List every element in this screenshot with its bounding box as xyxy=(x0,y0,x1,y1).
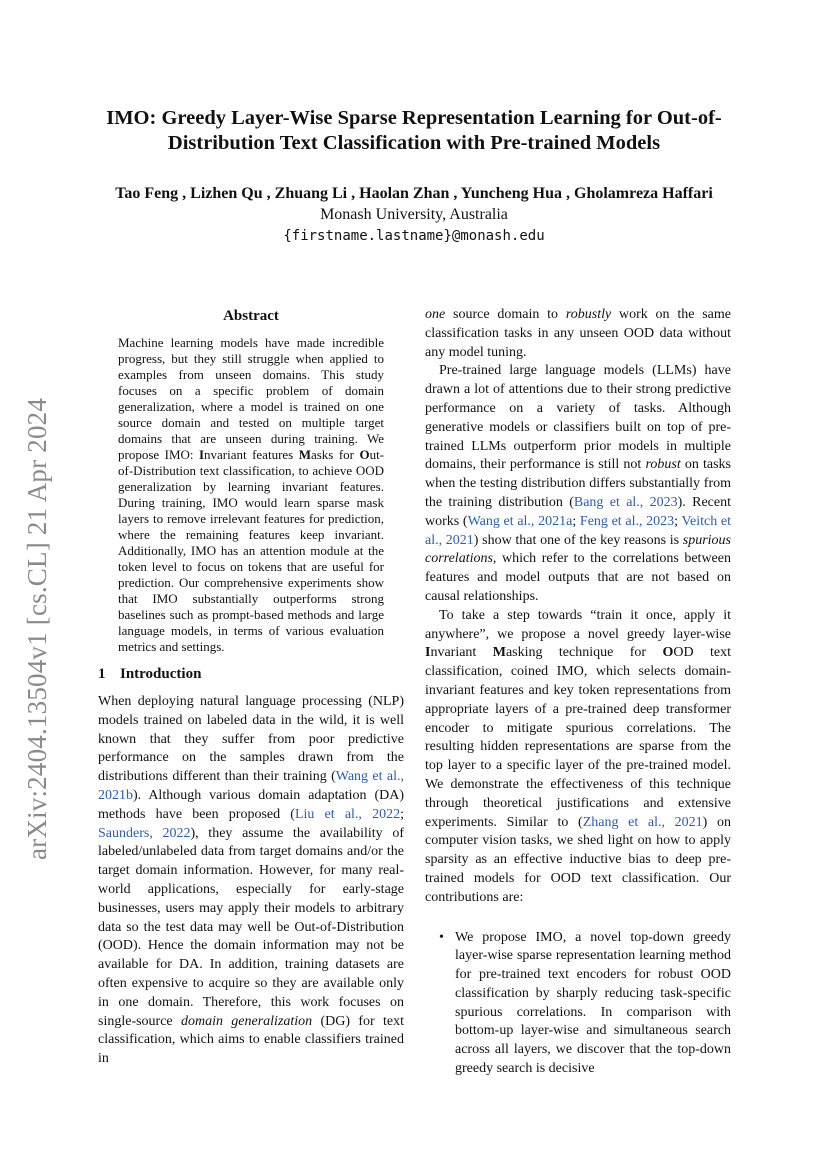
abstract-bold-letter: O xyxy=(359,447,370,462)
bold-letter: O xyxy=(662,645,674,661)
abstract-text-run: nvariant features xyxy=(204,447,299,462)
italic-term: robust xyxy=(645,457,681,473)
abstract-bold-letter: M xyxy=(298,447,311,462)
citation-link[interactable]: Liu et al., 2022 xyxy=(294,806,401,822)
abstract-text-run: Machine learning models have made incredible progress, but they still struggle when applied to examples from unseen domains. This study focuses on a specific problem of domain generalization, where a model is trained on one source domain and tested on multiple target domains that are unseen during training. We propose IMO: xyxy=(118,335,384,462)
bullet-marker: • xyxy=(439,929,444,945)
italic-term: spurious correlations xyxy=(425,532,731,567)
intro-paragraph-1 xyxy=(98,693,404,1069)
abstract-text xyxy=(118,335,384,655)
section-heading-introduction xyxy=(98,664,404,684)
paper-title: IMO: Greedy Layer-Wise Sparse Representation Learning for Out-of-Distribution Text Classification with Pre-trained Models xyxy=(106,107,722,154)
text-run: on tasks when the testing distribution differs substantially from the training distribution ( xyxy=(425,457,732,510)
text-run: ; xyxy=(572,513,580,529)
left-column xyxy=(98,306,404,1069)
intro-paragraph-3 xyxy=(425,607,731,908)
italic-term: one xyxy=(425,307,446,322)
text-run: nvariant xyxy=(430,645,493,661)
citation-link[interactable]: Bang et al., 2023 xyxy=(573,494,678,510)
bold-letter: M xyxy=(492,645,506,661)
citation-link[interactable]: Veitch et al., 2021 xyxy=(425,513,731,548)
abstract-text-run: ut-of-Distribution text classification, to achieve OOD generalization by learning invariant features. During training, IMO would learn sparse mask layers to remove irrelevant features for prediction, where the remaining features keep invariant. Additionally, IMO has an attention module at the token level to focus on tokens that are useful for prediction. Our comprehensive experiments show that IMO substantially outperforms strong baselines such as prompt-based methods and large language models, in terms of various evaluation metrics and settings. xyxy=(118,447,385,654)
text-run: To take a step towards “train it once, apply it anywhere”, we propose a novel greedy layer-wise xyxy=(425,607,731,642)
text-run: ). Although various domain adaptation (DA) methods have been proposed ( xyxy=(98,787,404,822)
bold-letter: I xyxy=(425,645,431,661)
text-run: ) on computer vision tasks, we shed light on how to apply sparsity as an effective inductive bias to deep pre-trained models for OOD text classification. Our contributions are: xyxy=(425,814,731,905)
text-run: (DG) for text classification, which aims to enable classifiers trained in xyxy=(98,1013,404,1067)
affiliation: Monash University, Australia xyxy=(320,206,508,223)
email-address: {firstname.lastname}@monash.edu xyxy=(283,228,545,244)
citation-link[interactable]: Zhang et al., 2021 xyxy=(582,814,703,830)
intro-paragraph-1-continued xyxy=(425,306,731,362)
text-run: source domain to xyxy=(445,307,566,322)
text-run: ; xyxy=(400,806,404,822)
text-run: ), they assume the availability of labeled/unlabeled data from target domains and/or the target domain information. However, for many real-world applications, especially for early-stage businesses, users may apply their models to arbitrary data so the test data may well be Out-of-Distribution (OOD). Hence the domain information may not be available for DA. In addition, training datasets are often expensive to acquire so they are available only in one domain. Therefore, this work focuses on single-source xyxy=(98,825,404,1029)
text-run: , which refer to the correlations between features and model outputs that are not based on causal relationships. xyxy=(425,551,731,604)
abstract-text-run: asks for xyxy=(310,447,360,462)
text-run: ; xyxy=(674,513,682,529)
text-run: ). Recent works ( xyxy=(425,494,732,529)
text-run: ) show that one of the key reasons is xyxy=(473,532,683,548)
arxiv-identifier: arXiv:2404.13504v1 [cs.CL] 21 Apr 2024 xyxy=(22,397,52,860)
text-run: OD text classification, coined IMO, which selects domain-invariant features and key token representations from appropriate layers of a pre-trained deep transformer encoder to mitigate spurious correlations. The resulting hidden representations are sparse from the top layer to a specific layer of the pre-trained model. We demonstrate the effectiveness of this technique through theoretical justifications and extensive experiments. Similar to ( xyxy=(425,645,731,830)
citation-link[interactable]: Wang et al., 2021b xyxy=(98,769,404,803)
citation-link[interactable]: Wang et al., 2021a xyxy=(467,513,573,529)
abstract-heading: Abstract xyxy=(223,308,279,324)
contribution-text: We propose IMO, a novel top-down greedy layer-wise sparse representation learning method for pre-trained text encoders for robust OOD classification by sharply reducing task-specific spurious correlations. In comparison with bottom-up layer-wise and simultaneous search across all layers, we discover that the top-down greedy search is decisive xyxy=(455,929,731,1077)
italic-term: robustly xyxy=(565,307,612,322)
text-run: Pre-trained large language models (LLMs) have drawn a lot of attentions due to their strong predictive performance on a variety of tasks. Although generative models or classifiers built on top of pre-trained LLMs outperform prior models in multiple domains, their performance is still not xyxy=(425,363,731,473)
abstract-bold-letter: I xyxy=(198,447,205,462)
citation-link[interactable]: Feng et al., 2023 xyxy=(579,513,675,529)
italic-term: domain generalization xyxy=(180,1013,313,1029)
text-run: work on the same classification tasks in any unseen OOD data without any model tuning. xyxy=(425,307,731,360)
intro-paragraph-2 xyxy=(425,362,731,606)
text-run: When deploying natural language processing (NLP) models trained on labeled data in the wild, it is well known that they suffer from poor predictive performance on the samples drawn from the distributions different than their training ( xyxy=(98,694,404,785)
author-list: Tao Feng , Lizhen Qu , Zhuang Li , Haolan Zhan , Yuncheng Hua , Gholamreza Haffari xyxy=(115,185,713,202)
text-run: asking technique for xyxy=(505,645,663,661)
section-title: Introduction xyxy=(120,666,202,682)
citation-link[interactable]: Saunders, 2022 xyxy=(98,825,191,841)
section-number: 1 xyxy=(98,666,106,682)
contribution-list-item xyxy=(425,929,731,1079)
right-column xyxy=(425,306,731,1079)
